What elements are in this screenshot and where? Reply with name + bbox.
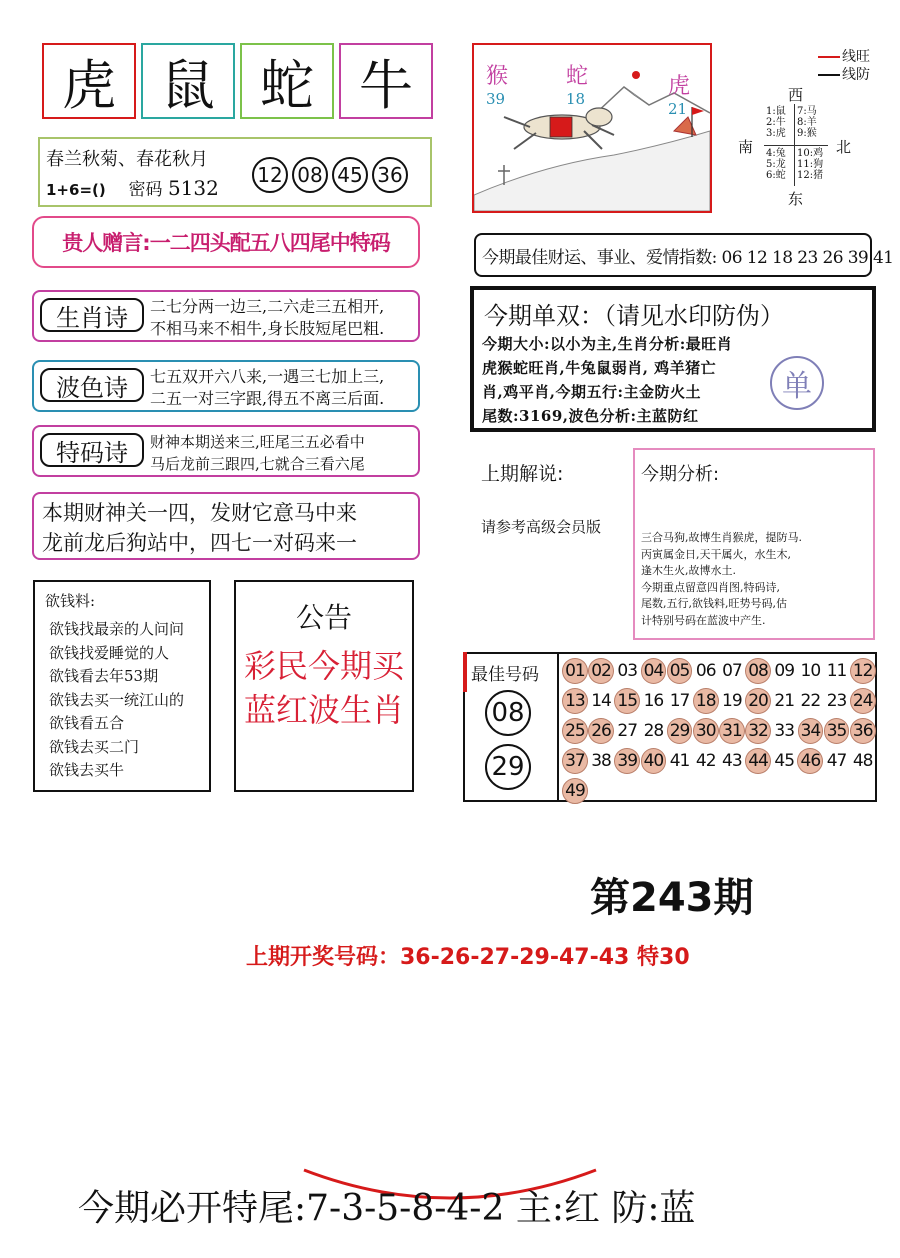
number-row xyxy=(558,776,876,806)
highlighted-number: 24 xyxy=(850,688,876,714)
animal-number: 18 xyxy=(566,90,586,108)
last-explain-body: 请参考高级会员版 xyxy=(481,518,602,536)
number-circle: 36 xyxy=(372,157,408,193)
compass-south: 南 xyxy=(738,138,754,156)
highlighted-number: 44 xyxy=(745,748,771,774)
money-material-list xyxy=(49,618,184,783)
number: 11 xyxy=(826,661,847,681)
body-line: 虎猴蛇旺肖,牛兔鼠弱肖, 鸡羊猪亡 xyxy=(482,359,717,377)
list-item: 欲钱看去年53期 xyxy=(49,667,159,685)
poem-line: 不相马来不相牛,身长肢短尾巴粗. xyxy=(150,319,385,338)
zodiac-char: 牛 xyxy=(359,53,413,117)
number-row xyxy=(558,656,876,686)
riddle-formula: 1+6=() xyxy=(46,181,106,199)
red-line-icon xyxy=(818,56,840,58)
riddle-line-1: 春兰秋菊、春花秋月 xyxy=(46,149,208,170)
special-poem-label: 特码诗 xyxy=(40,433,144,467)
zodiac-box-3 xyxy=(240,43,334,119)
wave-poem-label: 波色诗 xyxy=(40,368,144,402)
number-row xyxy=(558,746,876,776)
poem-line: 二七分两一边三,二六走三五相开, xyxy=(150,297,385,316)
number: 21 xyxy=(774,691,795,711)
number: 09 xyxy=(774,661,795,681)
zodiac-box-2 xyxy=(141,43,235,119)
animal-number: 39 xyxy=(486,90,506,108)
compass-top-left: 1:鼠 2:牛 3:虎 xyxy=(766,106,786,139)
wealth-line: 龙前龙后狗站中，四七一对码来一 xyxy=(42,531,357,555)
legend-black xyxy=(818,66,870,84)
number-circle: 08 xyxy=(292,157,328,193)
zodiac-char: 蛇 xyxy=(260,53,314,117)
analysis-line: 计特别号码在蓝波中产生. xyxy=(641,613,766,627)
highlighted-number: 30 xyxy=(693,718,719,744)
highlighted-number: 15 xyxy=(614,688,640,714)
highlighted-number: 02 xyxy=(588,658,614,684)
number: 48 xyxy=(852,751,873,771)
animal-name: 猴 xyxy=(486,64,509,89)
highlighted-number: 40 xyxy=(641,748,667,774)
number: 16 xyxy=(643,691,664,711)
highlighted-number: 01 xyxy=(562,658,588,684)
notice-line: 蓝红波生肖 xyxy=(243,691,404,729)
single-double-title: 今期单双：（请见水印防伪） xyxy=(484,302,784,330)
number: 06 xyxy=(695,661,716,681)
list-item: 欲钱找最亲的人问问 xyxy=(49,620,185,638)
number: 27 xyxy=(617,721,638,741)
analysis-title: 今期分析: xyxy=(641,464,720,485)
animal-name: 虎 xyxy=(668,74,691,99)
number: 45 xyxy=(774,751,795,771)
riddle-line-2 xyxy=(46,175,219,200)
wealth-god-text xyxy=(42,498,357,558)
highlighted-number: 18 xyxy=(693,688,719,714)
highlighted-number: 26 xyxy=(588,718,614,744)
analysis-box xyxy=(633,448,875,640)
list-item: 欲钱找爱睡觉的人 xyxy=(49,643,170,662)
number: 42 xyxy=(695,751,716,771)
black-line-icon xyxy=(818,74,840,76)
analysis-line: 三合马狗,故博生肖猴虎，提防马. xyxy=(641,531,802,544)
number-row xyxy=(558,716,876,746)
number: 43 xyxy=(722,751,742,771)
picture-animal-1 xyxy=(486,59,508,108)
bottom-special-tail: 今期必开特尾:7-3-5-8-4-2 主:红 防:蓝 xyxy=(78,1188,696,1229)
number-row xyxy=(558,686,876,716)
fortune-index-text: 今期最佳财运、事业、爱情指数: 06 12 18 23 26 39 41 xyxy=(482,247,894,268)
zodiac-box-4 xyxy=(339,43,433,119)
wealth-god-box xyxy=(32,492,420,560)
number: 41 xyxy=(669,751,690,771)
highlighted-number: 46 xyxy=(797,748,823,774)
notice-body xyxy=(236,644,412,732)
highlighted-number: 36 xyxy=(850,718,876,744)
best-numbers-label: 最佳号码 xyxy=(471,665,539,685)
riddle-box xyxy=(38,137,432,207)
legend-red-label: 线旺 xyxy=(842,49,870,65)
wave-poem-text xyxy=(150,366,384,410)
zodiac-poem-label: 生肖诗 xyxy=(40,298,144,332)
animal-number: 21 xyxy=(668,100,688,118)
poem-line: 马后龙前三跟四,七就合三看六尾 xyxy=(150,455,365,473)
riddle-code-label: 密码 xyxy=(128,180,163,200)
body-line: 今期大小:以小为主,生肖分析:最旺肖 xyxy=(482,335,733,353)
zodiac-box-1 xyxy=(42,43,136,119)
number: 22 xyxy=(800,691,821,711)
number-circle: 45 xyxy=(332,157,368,193)
best-pick-2: 29 xyxy=(485,744,531,790)
analysis-body xyxy=(641,530,802,629)
picture-animal-2 xyxy=(566,59,588,108)
highlighted-number: 31 xyxy=(719,718,745,744)
last-explain-title: 上期解说: xyxy=(481,463,564,485)
single-double-watermark: 单 xyxy=(770,356,824,410)
animal-name: 蛇 xyxy=(566,64,589,89)
highlighted-number: 29 xyxy=(667,718,693,744)
compass-top-right: 7:马 8:羊 9:猴 xyxy=(797,106,817,139)
analysis-line: 尾数,五行,欲钱料,旺势号码,估 xyxy=(641,597,787,610)
poem-line: 七五双开六八来,一遇三七加上三, xyxy=(150,367,385,386)
notice-title: 公告 xyxy=(295,601,352,634)
zodiac-poem-box xyxy=(32,290,420,342)
notice-box xyxy=(234,580,414,792)
last-draw-numbers: 上期开奖号码：36-26-27-29-47-43 特30 xyxy=(246,945,690,970)
compass xyxy=(738,84,858,212)
special-poem-box xyxy=(32,425,420,477)
highlighted-number: 04 xyxy=(641,658,667,684)
highlighted-number: 32 xyxy=(745,718,771,744)
wealth-line: 本期财神关一四，发财它意马中来 xyxy=(42,501,357,525)
list-item: 欲钱看五合 xyxy=(49,714,125,732)
number: 17 xyxy=(669,691,690,711)
single-double-body xyxy=(482,332,732,428)
highlighted-number: 34 xyxy=(798,718,824,744)
compass-east: 东 xyxy=(788,190,804,208)
list-item: 欲钱去买二门 xyxy=(49,737,140,756)
number: 47 xyxy=(826,751,847,771)
poem-line: 二五一对三字跟,得五不离三后面. xyxy=(150,389,385,408)
legend-red xyxy=(818,48,870,66)
gift-words-box xyxy=(32,216,420,268)
compass-bottom-left: 4:兔 5:龙 6:蛇 xyxy=(766,148,786,181)
compass-west: 西 xyxy=(788,86,804,104)
analysis-line: 丙寅属金日,天干属火，水生木, xyxy=(641,547,791,561)
money-material-box xyxy=(33,580,211,792)
body-line: 尾数:3169,波色分析:主蓝防红 xyxy=(482,407,699,425)
issue-number: 第243期 xyxy=(590,875,754,921)
list-item: 欲钱去买一统江山的 xyxy=(49,690,185,709)
red-accent xyxy=(463,652,467,692)
number: 03 xyxy=(617,661,638,681)
number: 19 xyxy=(722,691,742,711)
money-material-title: 欲钱料: xyxy=(45,592,96,610)
fortune-index-box xyxy=(474,233,894,277)
number-grid xyxy=(558,656,876,806)
wave-poem-box xyxy=(32,360,420,412)
number: 28 xyxy=(643,721,664,741)
number: 38 xyxy=(591,751,611,771)
picture-animal-3 xyxy=(668,69,690,118)
best-pick-1: 08 xyxy=(485,690,531,736)
highlighted-number: 39 xyxy=(614,748,640,774)
number: 10 xyxy=(800,661,821,681)
compass-north: 北 xyxy=(836,138,852,156)
number: 23 xyxy=(826,691,847,711)
highlighted-number: 49 xyxy=(562,778,588,804)
gift-words-text: 贵人赠言:一二四头配五八四尾中特码 xyxy=(62,231,390,255)
number-circle: 12 xyxy=(252,157,288,193)
notice-line: 彩民今期买 xyxy=(243,647,404,685)
highlighted-number: 05 xyxy=(667,658,693,684)
legend-black-label: 线防 xyxy=(842,67,870,83)
highlighted-number: 12 xyxy=(850,658,876,684)
body-line: 肖,鸡平肖,今期五行:主金防火土 xyxy=(482,383,701,401)
single-double-box xyxy=(470,286,876,432)
list-item: 欲钱去买牛 xyxy=(49,761,125,779)
riddle-code: 5132 xyxy=(167,176,219,200)
number: 33 xyxy=(774,721,795,741)
highlighted-number: 35 xyxy=(824,718,850,744)
zodiac-char: 鼠 xyxy=(161,53,215,117)
highlighted-number: 25 xyxy=(562,718,588,744)
zodiac-char: 虎 xyxy=(62,53,116,117)
poem-line: 财神本期送来三,旺尾三五必看中 xyxy=(150,433,365,451)
compass-bottom-right: 10:鸡 11:狗 12:猪 xyxy=(797,148,824,181)
riddle-circles xyxy=(252,157,412,193)
zodiac-picture xyxy=(472,43,712,213)
number: 07 xyxy=(722,661,742,681)
highlighted-number: 37 xyxy=(562,748,588,774)
analysis-line: 今期重点留意四肖图,特码诗, xyxy=(641,580,780,594)
special-poem-text xyxy=(150,431,365,475)
highlighted-number: 08 xyxy=(745,658,771,684)
number: 14 xyxy=(591,691,611,711)
highlighted-number: 13 xyxy=(562,688,588,714)
compass-hline xyxy=(764,145,828,146)
highlighted-number: 20 xyxy=(745,688,771,714)
zodiac-poem-text xyxy=(150,296,384,340)
line-legend xyxy=(818,48,870,84)
analysis-line: 逢木生火,故博水土. xyxy=(641,564,736,577)
